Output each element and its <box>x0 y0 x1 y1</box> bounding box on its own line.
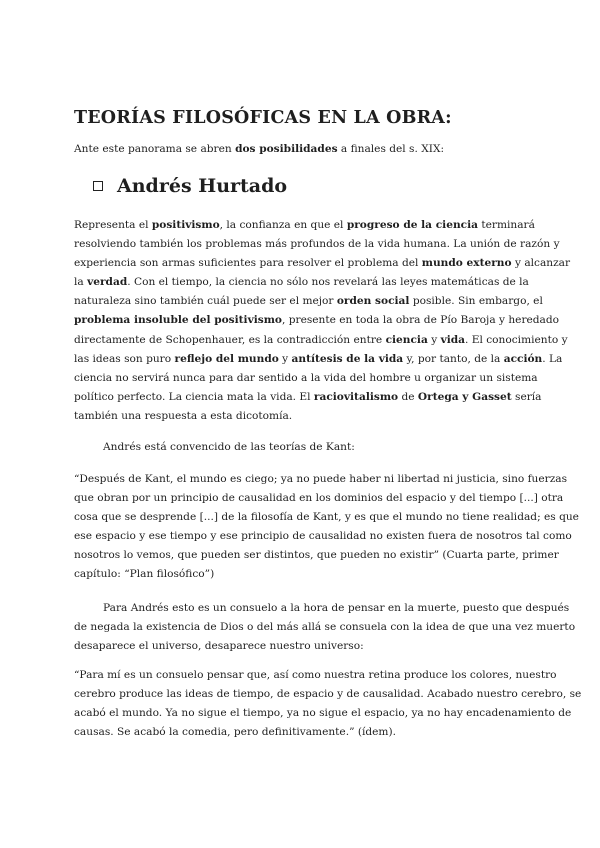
paragraph-kant-intro: Andrés está convencido de las teorías de Kant: <box>103 441 355 453</box>
text-segment: las ideas son puro <box>74 352 175 365</box>
bold-term: raciovitalismo <box>313 390 399 403</box>
quote-consuelo <box>74 666 582 742</box>
text-line <box>74 216 535 235</box>
text-line <box>74 350 563 369</box>
text-segment: sería <box>511 390 542 403</box>
text-line: acabó el mundo. Ya no sigue el tiempo, ya no sigue el espacio, ya no hay encadenamiento de <box>74 707 572 720</box>
bold-term: antítesis de la vida <box>291 352 404 365</box>
section-heading <box>93 175 287 197</box>
text-line: “Para mí es un consuelo pensar que, así como nuestra retina produce los colores, nuestro <box>74 669 557 681</box>
text-line <box>74 292 543 311</box>
text-segment: naturaleza sino también cuál puede ser el mejor <box>74 295 337 308</box>
paragraph-positivismo <box>74 216 571 426</box>
quote-kant <box>74 470 579 585</box>
bold-term: Ortega y Gasset <box>417 390 512 403</box>
text-segment: y alcanzar <box>511 257 571 270</box>
bold-term: reflejo del mundo <box>174 352 279 365</box>
text-line: cosa que se desprende [...] de la filosofía de Kant, y es que el mundo no tiene realidad; es que <box>74 511 579 524</box>
text-segment: de <box>398 390 418 403</box>
text-line <box>74 235 560 254</box>
text-segment: . Con el tiempo, la ciencia no sólo nos revelará las leyes matemáticas de la <box>127 276 529 289</box>
text-line <box>74 369 538 388</box>
bold-term: vida <box>440 333 466 346</box>
text-segment: directamente de Schopenhauer, es la contradicción entre <box>74 333 386 346</box>
intro-line <box>74 143 444 155</box>
text-line: Para Andrés esto es un consuelo a la hora de pensar en la muerte, puesto que después <box>103 602 570 614</box>
text-line: ese espacio y ese tiempo y ese principio de causalidad no existen fuera de nosotros tal como <box>74 530 572 543</box>
text-segment: y, por tanto, de la <box>403 352 504 365</box>
text-segment: y <box>427 333 441 346</box>
text-line <box>74 331 568 350</box>
text-segment: también una respuesta a esta dicotomía. <box>74 409 293 422</box>
text-segment: posible. Sin embargo, el <box>409 295 543 308</box>
text-segment: terminará <box>477 219 535 231</box>
text-line: desaparece el universo, desaparece nuestro universo: <box>74 640 364 653</box>
bold-term: positivismo <box>151 219 220 231</box>
text-segment: y <box>278 352 292 365</box>
text-segment: la <box>74 276 88 289</box>
page-title: TEORÍAS FILOSÓFICAS EN LA OBRA: <box>74 108 452 128</box>
text-line <box>74 273 529 292</box>
bold-term: verdad <box>87 276 128 289</box>
paragraph-consuelo <box>74 599 576 656</box>
text-line: “Después de Kant, el mundo es ciego; ya no puede haber ni libertad ni justicia, sino fuerzas <box>74 473 568 485</box>
text-line: de negada la existencia de Dios o del más allá se consuela con la idea de que una vez muerto <box>74 621 576 634</box>
text-segment: , la confianza en que el <box>219 219 347 231</box>
text-segment: Representa el <box>74 219 152 231</box>
text-line <box>74 388 542 407</box>
intro-bold: dos posibilidades <box>235 143 338 155</box>
text-line: capítulo: “Plan filosófico”) <box>74 568 215 581</box>
bold-term: orden social <box>336 295 410 308</box>
section-heading-text: Andrés Hurtado <box>117 175 288 197</box>
intro-text: Ante este panorama se abren <box>74 143 236 155</box>
text-segment: , presente en toda la obra de Pío Baroja y heredado <box>282 314 560 327</box>
text-line <box>74 254 571 273</box>
bold-term: progreso de la ciencia <box>346 219 478 231</box>
checkbox-icon <box>93 181 103 191</box>
text-segment: resolviendo también los problemas más profundos de la vida humana. La unión de razón y <box>74 238 560 251</box>
bold-term: problema insoluble del positivismo <box>74 314 282 327</box>
text-line <box>74 311 560 330</box>
text-segment: . La <box>542 352 563 365</box>
text-line: nosotros lo vemos, que pueden ser distintos, que pueden no existir” (Cuarta parte, primer <box>74 549 559 562</box>
text-segment: ciencia no servirá nunca para dar sentido a la vida del hombre u organizar un sistema <box>74 371 538 384</box>
intro-text-end: a finales del s. XIX: <box>337 143 445 155</box>
text-line: causas. Se acabó la comedia, pero definitivamente.” (ídem). <box>74 726 396 739</box>
text-segment: político perfecto. La ciencia mata la vida. El <box>74 390 314 403</box>
bold-term: ciencia <box>385 333 428 346</box>
text-line: cerebro produce las ideas de tiempo, de espacio y de causalidad. Acabado nuestro cerebro, se <box>74 688 582 701</box>
text-segment: experiencia son armas suficientes para resolver el problema del <box>74 257 422 270</box>
text-segment: . El conocimiento y <box>465 333 568 346</box>
text-line: que obran por un principio de causalidad en los dominios del espacio y del tiempo [...] otra <box>74 492 564 505</box>
text-line <box>74 407 526 426</box>
bold-term: acción <box>503 352 543 365</box>
bold-term: mundo externo <box>421 257 512 270</box>
